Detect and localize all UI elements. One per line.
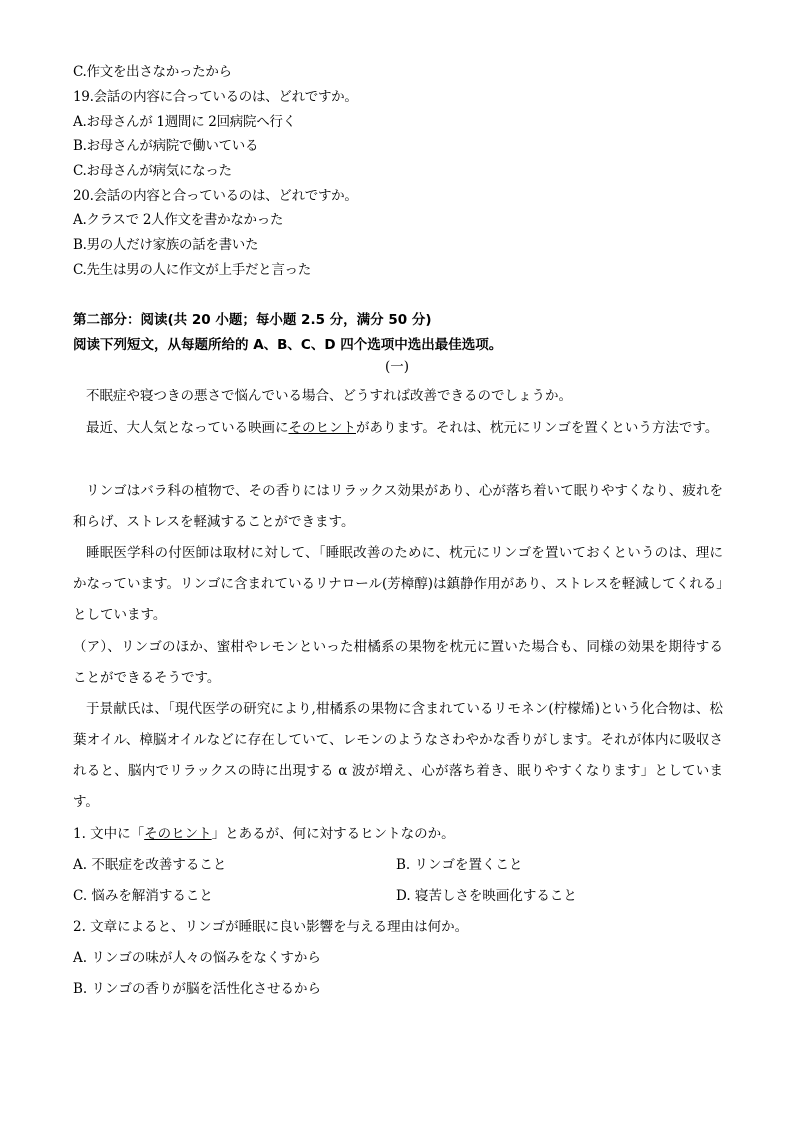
q19-stem: 19.会話の内容に合っているのは、どれですか。 (73, 89, 358, 105)
q1-stem-text-end: 」とあるが、何に対するヒントなのか。 (211, 826, 455, 842)
q1-stem (73, 825, 455, 843)
q19-option-b: B.お母さんが病院で働いている (73, 138, 259, 154)
q19-option-c: C.お母さんが病気になった (73, 163, 232, 179)
q1-stem-text: 1. 文中に「 (73, 826, 145, 842)
paragraph-4: 睡眠医学科の付医師は取材に対して、「睡眠改善のために、枕元にリンゴを置いておくというのは、理にかなっています。リンゴに含まれているリナロール(芳樟醇)は鎮静作用があり、ストレスを軽減してくれる」としています。 (73, 545, 723, 623)
paragraph-5: （ア）、リンゴのほか、蜜柑やレモンといった柑橘系の果物を枕元に置いた場合も、同様の効果を期待することができるそうです。 (73, 639, 723, 686)
paragraph-1: 不眠症や寝つきの悪さで悩んでいる場合、どうすれば改善できるのでしょうか。 (86, 388, 572, 404)
q1-option-b: B. リンゴを置くこと (396, 857, 523, 873)
paragraph-2-text: 最近、大人気となっている映画に (86, 420, 289, 436)
q1-option-a: A. 不眠症を改善すること (73, 857, 227, 873)
q2-option-b: B. リンゴの香りが脳を活性化させるから (73, 981, 322, 997)
paragraph-2 (73, 413, 723, 444)
q19-option-a: A.お母さんが 1週間に 2回病院へ行く (73, 114, 296, 130)
q20-stem: 20.会話の内容と合っているのは、どれですか。 (73, 188, 358, 204)
section-instruction: 阅读下列短文，从每题所给的 A、B、C、D 四个选项中选出最佳选项。 (73, 337, 503, 353)
section-title: 第二部分：阅读(共 20 小题；每小题 2.5 分，满分 50 分) (73, 312, 432, 328)
q20-option-a: A.クラスで 2人作文を書かなかった (73, 212, 284, 228)
q18-option-c: C.作文を出さなかったから (73, 64, 232, 80)
q2-stem: 2. 文章によると、リンゴが睡眠に良い影響を与える理由は何か。 (73, 919, 469, 935)
q20-option-b: B.男の人だけ家族の話を書いた (73, 237, 259, 253)
q1-option-c: C. 悩みを解消すること (73, 888, 213, 904)
q1-option-d: D. 寝苦しさを映画化すること (396, 888, 577, 904)
q20-option-c: C.先生は男の人に作文が上手だと言った (73, 262, 311, 278)
q2-option-a: A. リンゴの味が人々の悩みをなくすから (73, 950, 321, 966)
paragraph-6: 于景献氏は、「現代医学の研究により,柑橘系の果物に含まれているリモネン(柠檬烯)という化合物は、松葉オイル、樟脳オイルなどに存在していて、レモンのようなさわやかな香りがします。それが体内に吸収されると、脳内でリラックスの時に出現する α 波が増え、心が落ち着き、眠りやすくなります」としています。 (73, 701, 723, 810)
paragraph-2-text-end: があります。それは、枕元にリンゴを置くという方法です。 (356, 420, 719, 436)
passage-number: (一) (384, 359, 410, 375)
paragraph-3: リンゴはバラ科の植物で、その香りにはリラックス効果があり、心が落ち着いて眠りやすくなり、疲れを和らげ、ストレスを軽減することができます。 (73, 483, 723, 530)
underlined-hint: そのヒント (288, 420, 356, 436)
q1-underlined-hint: そのヒント (144, 826, 212, 842)
